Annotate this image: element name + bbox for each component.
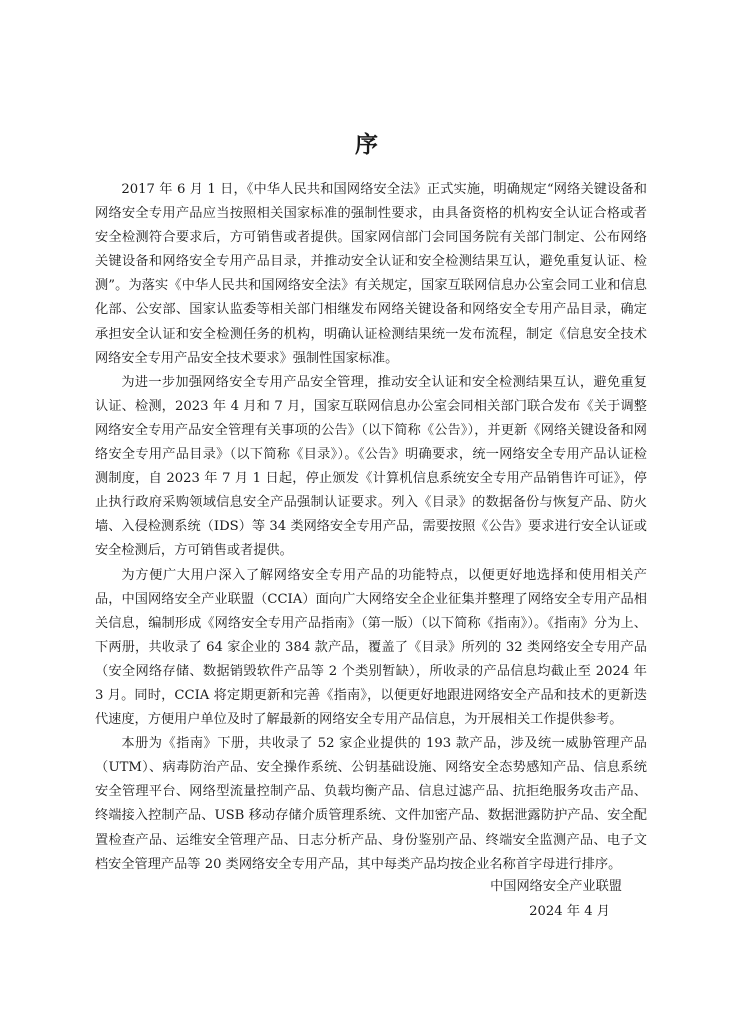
paragraph-2: 为进一步加强网络安全专用产品安全管理，推动安全认证和安全检测结果互认，避免重复认证、检测，2023 年 4 月和 7 月，国家互联网信息办公室会同相关部门联合发布《关于调整网络安全专用产品安全管理有关事项的公告》（以下简称《公告》），并更新《网络关键设备和网络安全专用产品目录》（以下简称《目录》）。《公告》明确要求，统一网络安全专用产品认证检测制度，自 2023 年 7 月 1 日起，停止颁发《计算机信息系统安全专用产品销售许可证》，停止执行政府采购领域信息安全产品强制认证要求。列入《目录》的数据备份与恢复产品、防火墙、入侵检测系统（IDS）等 34 类网络安全专用产品，需要按照《公告》要求进行安全认证或安全检测后，方可销售或者提供。 bbox=[95, 374, 647, 559]
paragraph-3: 为方便广大用户深入了解网络安全专用产品的功能特点，以便更好地选择和使用相关产品，中国网络安全产业联盟（CCIA）面向广大网络安全企业征集并整理了网络安全专用产品相关信息，编制形成《网络安全专用产品指南》（第一版）（以下简称《指南》）。《指南》分为上、下两册，共收录了 64 家企业的 384 款产品，覆盖了《目录》所列的 32 类网络安全专用产品（安全网络存储、数据销毁软件产品等 2 个类别暂缺），所收录的产品信息均截止至 2024 年 3 月。同时，CCIA 将定期更新和完善《指南》，以便更好地跟进网络安全产品和技术的更新迭代速度，方便用户单位及时了解最新的网络安全专用产品信息，为开展相关工作提供参考。 bbox=[95, 567, 647, 728]
preface-body bbox=[95, 178, 647, 877]
signature-organization: 中国网络安全产业联盟 bbox=[490, 879, 622, 894]
signature-date: 2024 年 4 月 bbox=[529, 904, 610, 919]
paragraph-1: 2017 年 6 月 1 日，《中华人民共和国网络安全法》正式实施，明确规定“网络关键设备和网络安全专用产品应当按照相关国家标准的强制性要求，由具备资格的机构安全认证合格或者安全检测符合要求后，方可销售或者提供。国家网信部门会同国务院有关部门制定、公布网络关键设备和网络安全专用产品目录，并推动安全认证和安全检测结果互认，避免重复认证、检测”。为落实《中华人民共和国网络安全法》有关规定，国家互联网信息办公室会同工业和信息化部、公安部、国家认监委等相关部门相继发布网络关键设备和网络安全专用产品目录，确定承担安全认证和安全检测任务的机构，明确认证检测结果统一发布流程，制定《信息安全技术 网络安全专用产品安全技术要求》强制性国家标准。 bbox=[95, 182, 647, 366]
signature-block bbox=[490, 874, 622, 924]
page-title: 序 bbox=[355, 131, 380, 158]
paragraph-4: 本册为《指南》下册，共收录了 52 家企业提供的 193 款产品，涉及统一威胁管理产品（UTM）、病毒防治产品、安全操作系统、公钥基础设施、网络安全态势感知产品、信息系统安全管理平台、网络型流量控制产品、负载均衡产品、信息过滤产品、抗拒绝服务攻击产品、终端接入控制产品、USB 移动存储介质管理系统、文件加密产品、数据泄露防护产品、安全配置检查产品、运维安全管理产品、日志分析产品、身份鉴别产品、终端安全监测产品、电子文档安全管理产品等 20 类网络安全专用产品，其中每类产品均按企业名称首字母进行排序。 bbox=[95, 736, 647, 872]
